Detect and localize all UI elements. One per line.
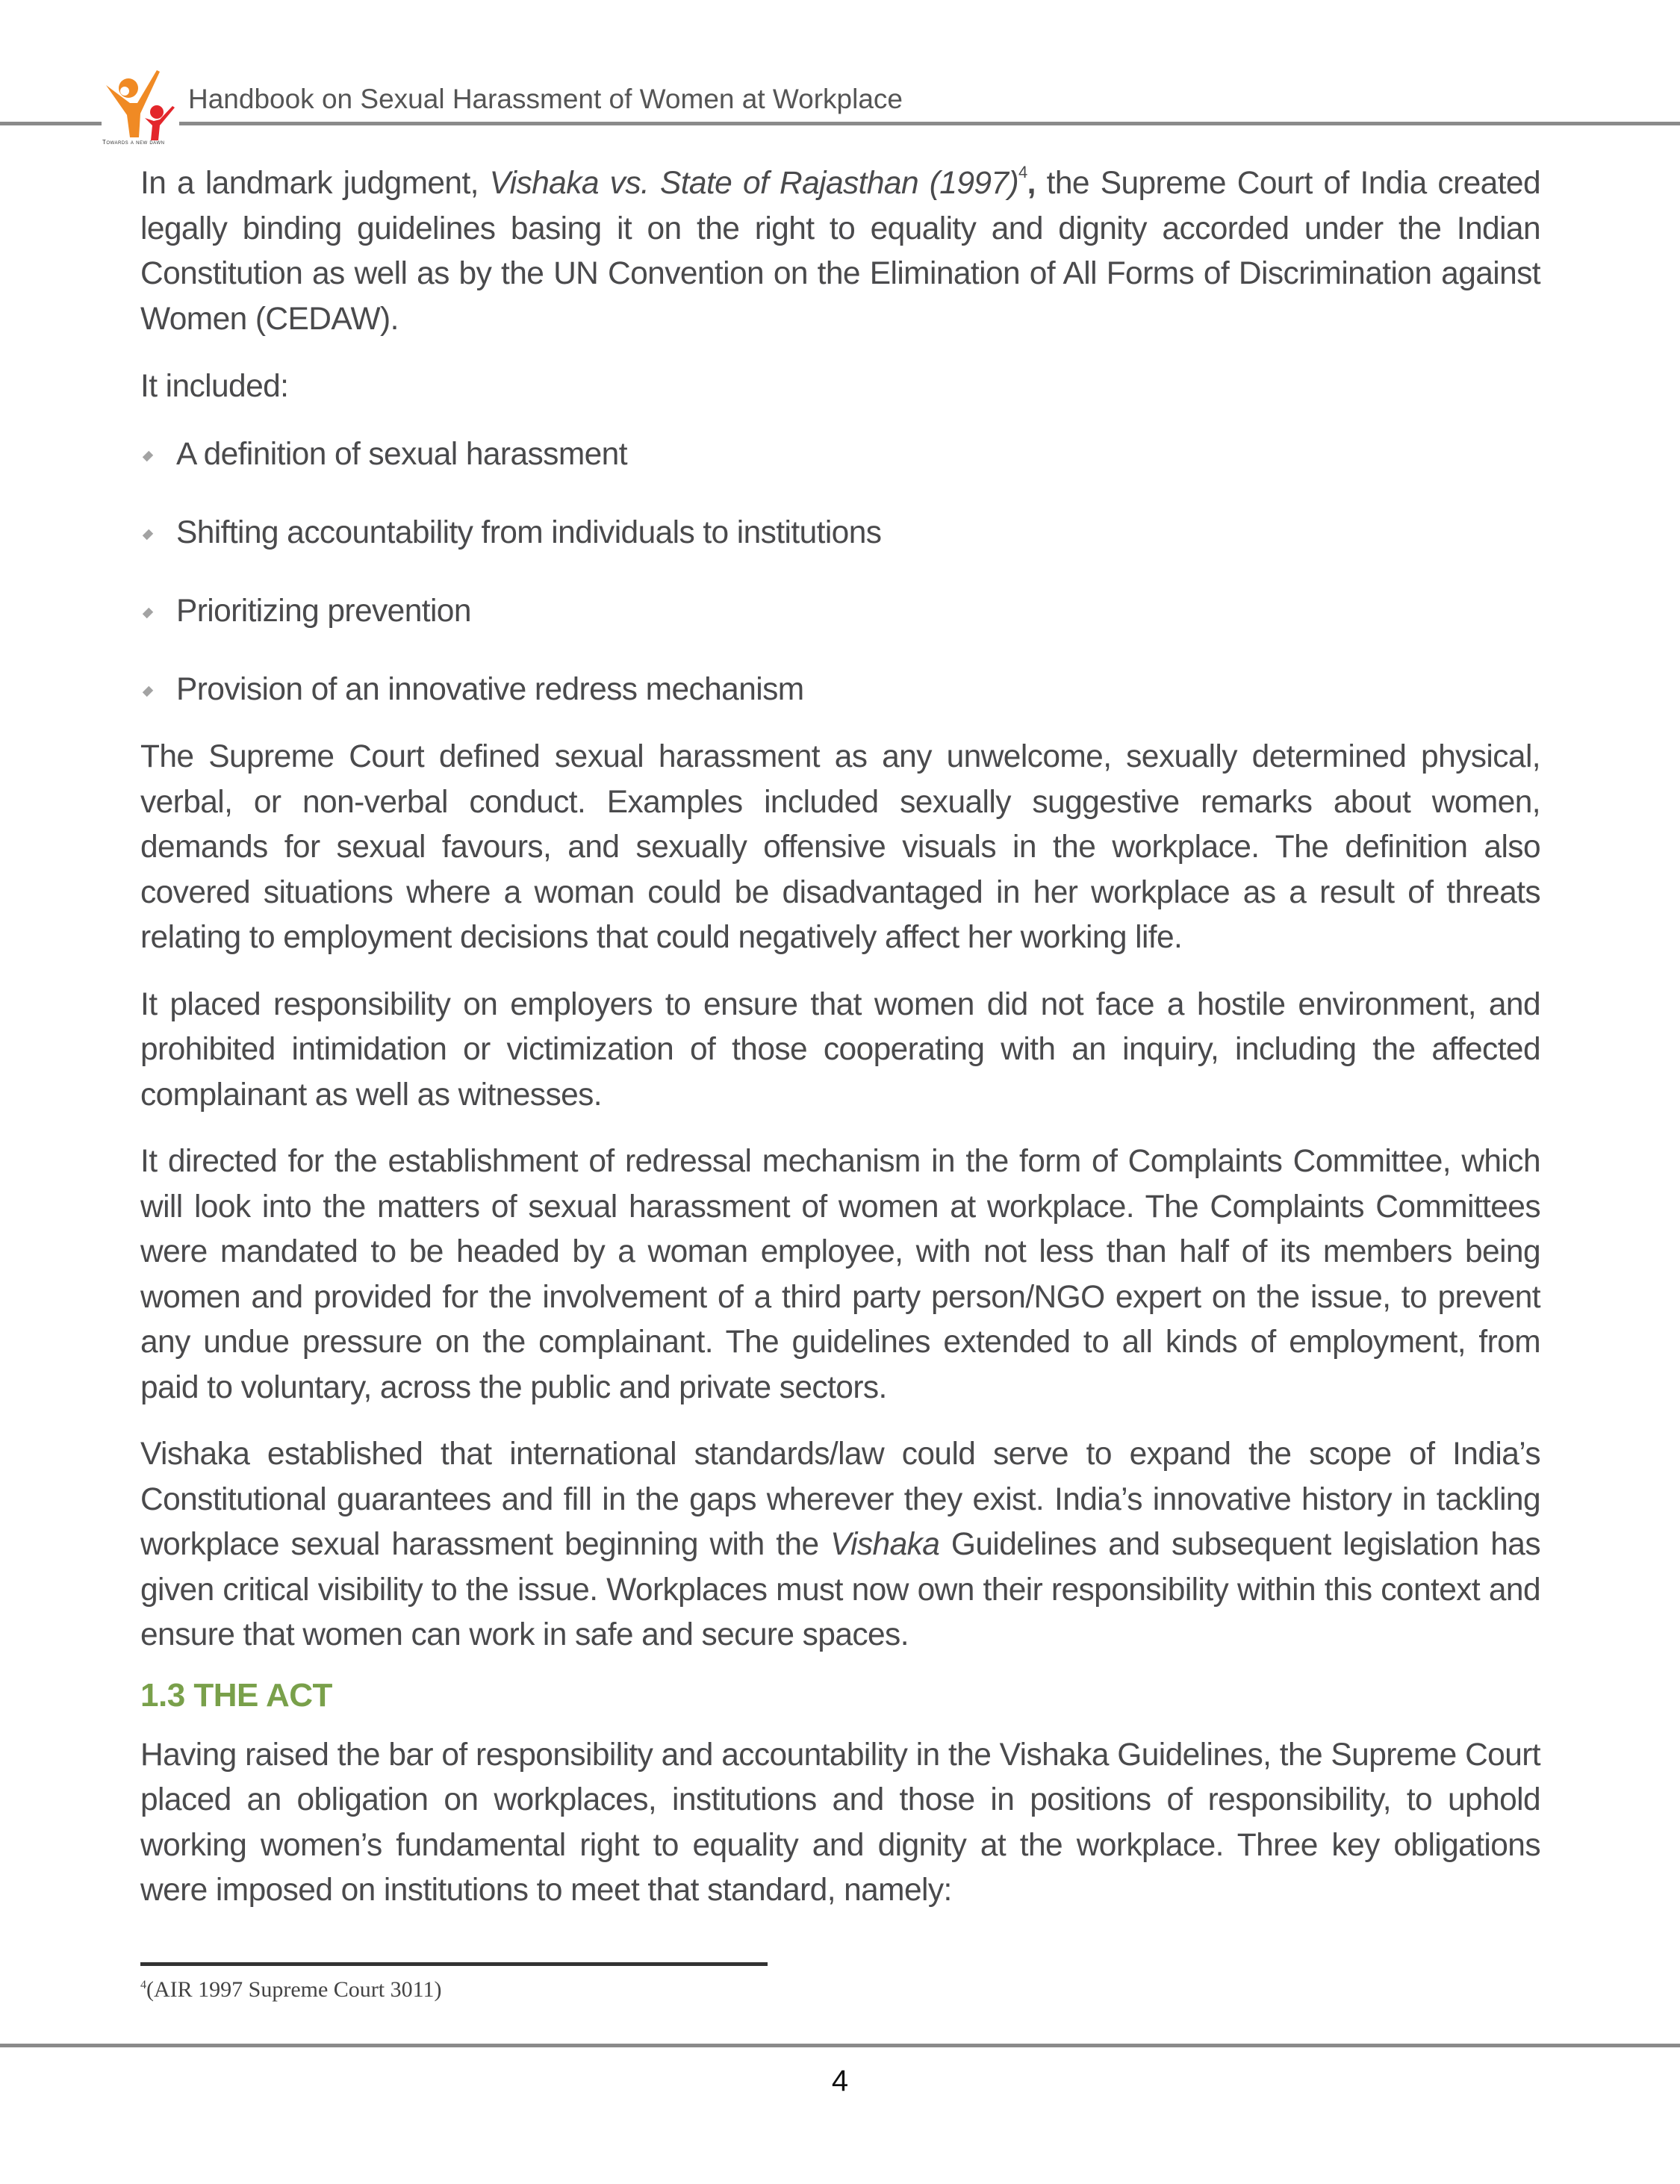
paragraph-vishaka-judgment: In a landmark judgment, Vishaka vs. State of Rajasthan (1997)$^4$, the Supreme Court of India created legally binding guidelines basing it on the right to equality and dignity accorded under the Indian Constitution as well as by the UN Convention on the Elimination of All Forms of Discrimination against Women (CEDAW). xyxy=(140,163,1540,337)
paragraph-international-standards: Vishaka established that international standards/law could serve to expand the scope of India’s Constitutional guarantees and fill in the gaps wherever they exist. India’s innovative history in tackling workplace sexual harassment beginning with the Vishaka Guidelines and subsequent legislation has given critical visibility to the issue. Workplaces must now own their responsibility within this context and ensure that women can work in safe and secure spaces. xyxy=(140,1437,1540,1652)
guidelines-list xyxy=(140,432,1540,713)
diamond-bullet-icon xyxy=(143,450,153,461)
footnote-marker: 4 xyxy=(140,1979,146,1991)
page-number: 4 xyxy=(831,2065,849,2097)
header-rule xyxy=(179,122,1680,125)
paragraph-definition: The Supreme Court defined sexual harassment as any unwelcome, sexually determined physical, verbal, or non-verbal conduct. Examples included sexually suggestive remarks about women, demands for sexual favours, and sexually offensive visuals in the workplace. The definition also covered situations where a woman could be disadvantaged in her workplace as a result of threats relating to employment decisions that could negatively affect her working life. xyxy=(140,739,1540,955)
diamond-bullet-icon xyxy=(143,529,153,539)
section-heading: 1.3 THE ACT xyxy=(140,1676,332,1714)
footnote-reference[interactable]: 4 xyxy=(1018,163,1027,181)
page-body xyxy=(140,161,1540,1914)
footer-rule xyxy=(0,2044,1680,2047)
list-item: Prioritizing prevention xyxy=(140,589,1540,635)
logo-tagline: Towards a new dawn xyxy=(102,139,165,146)
page-header xyxy=(0,0,1680,172)
diamond-bullet-icon xyxy=(143,685,153,696)
paragraph-the-act: Having raised the bar of responsibility and accountability in the Vishaka Guidelines, the Supreme Court placed an obligation on workplaces, institutions and those in positions of responsibility, to uphold working women’s fundamental right to equality and dignity at the workplace. Three key obligations were imposed on institutions to meet that standard, namely: xyxy=(140,1737,1540,1908)
paragraph-complaints-committee: It directed for the establishment of redressal mechanism in the form of Complaints Committee, which will look into the matters of sexual harassment of women at workplace. The Complaints Committees were mandated to be headed by a woman employee, with not less than half of its members being women and provided for the involvement of a third party person/NGO expert on the issue, to prevent any undue pressure on the complainant. The guidelines extended to all kinds of employment, from paid to voluntary, across the public and private sectors. xyxy=(140,1144,1540,1405)
footnote-divider xyxy=(140,1962,768,1966)
running-header-title: Handbook on Sexual Harassment of Women at Workplace xyxy=(188,84,903,114)
header-rule xyxy=(0,122,102,125)
list-item: Shifting accountability from individuals to institutions xyxy=(140,511,1540,556)
case-name: Vishaka vs. State of Rajasthan (1997) xyxy=(489,166,1019,201)
list-intro: It included: xyxy=(140,369,289,404)
paragraph-employer-responsibility: It placed responsibility on employers to ensure that women did not face a hostile environment, and prohibited intimidation or victimization of those cooperating with an inquiry, including the affected complainant as well as witnesses. xyxy=(140,986,1540,1113)
list-item: A definition of sexual harassment xyxy=(140,432,1540,478)
diamond-bullet-icon xyxy=(143,607,153,617)
footnote xyxy=(140,1977,442,2003)
footnote-text: (AIR 1997 Supreme Court 3011) xyxy=(146,1977,442,2002)
list-item: Provision of an innovative redress mechanism xyxy=(140,668,1540,713)
